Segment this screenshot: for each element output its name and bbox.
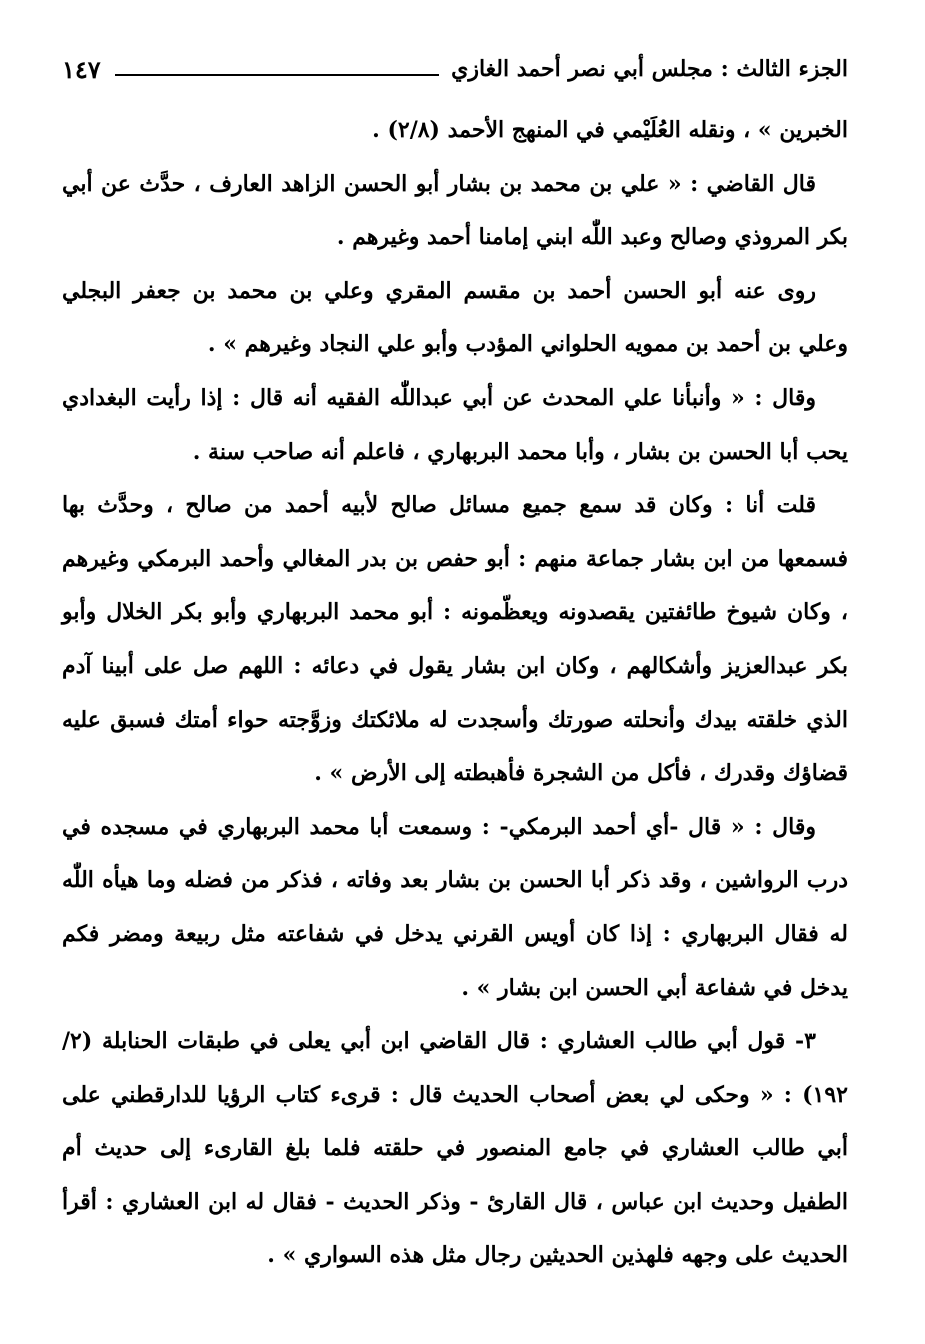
book-page	[62, 48, 848, 1308]
body-text	[62, 104, 848, 1283]
header-title: الجزء الثالث : مجلس أبي نصر أحمد الغازي	[451, 56, 848, 82]
paragraph: قلت أنا : وكان قد سمع جميع مسائل صالح لأبيه أحمد من صالح ، وحدَّث بها فسمعها من ابن بشار جماعة منهم : أبو حفص بن بدر المغالي وأحمد البرمكي وغيرهم ، وكان شيوخ طائفتين يقصدونه ويعظّمونه : أبو محمد البربهاري وأبو بكر الخلال وأبو بكر عبدالعزيز وأشكالهم ، وكان ابن بشار يقول في دعائه : اللهم صل على أبينا آدم الذي خلقته بيدك وأنحلته صورتك وأسجدت له ملائكتك وزوَّجته حواء أمتك فسبق عليه قضاؤك وقدرك ، فأكل من الشجرة فأهبطته إلى الأرض » .	[62, 492, 848, 787]
paragraph: قال القاضي : « علي بن محمد بن بشار أبو الحسن الزاهد العارف ، حدَّث عن أبي بكر المروذي وصالح وعبد اللّٰه ابني إمامنا أحمد وغيرهم .	[62, 170, 848, 251]
paragraph: الخبرين » ، ونقله العُلَيْمي في المنهج الأحمد (٢/٨) .	[372, 117, 848, 143]
running-header	[62, 48, 848, 90]
paragraph: ٣- قول أبي طالب العشاري : قال القاضي ابن أبي يعلى في طبقات الحنابلة (٢/ ١٩٢) : « وحكى لي بعض أصحاب الحديث قال : قرىء كتاب الرؤيا للدارقطني على أبي طالب العشاري في جامع المنصور في حلقته فلما بلغ القارىء إلى حديث أم الطفيل وحديث ابن عباس ، قال القارئ - وذكر الحديث - فقال له ابن العشاري : أقرأ الحديث على وجهه فلهذين الحديثين رجال مثل هذه السواري » .	[62, 1028, 848, 1269]
paragraph: وقال : « قال -أي أحمد البرمكي- : وسمعت أبا محمد البربهاري في مسجده في درب الرواشين ، وقد ذكر أبا الحسن بن بشار بعد وفاته ، فذكر من فضله وما هيأه اللّٰه له فقال البربهاري : إذا كان أويس القرني يدخل في شفاعته مثل ربيعة ومضر فكم يدخل في شفاعة أبي الحسن ابن بشار » .	[62, 813, 848, 1001]
paragraph: وقال : « وأنبأنا علي المحدث عن أبي عبداللّٰه الفقيه أنه قال : إذا رأيت البغدادي يحب أبا الحسن بن بشار ، وأبا محمد البربهاري ، فاعلم أنه صاحب سنة .	[62, 384, 848, 465]
header-rule	[115, 74, 439, 76]
page-number: ١٤٧	[62, 54, 101, 84]
paragraph: روى عنه أبو الحسن أحمد بن مقسم المقري وعلي بن محمد بن جعفر البجلي وعلي بن أحمد بن ممويه الحلواني المؤدب وأبو علي النجاد وغيرهم » .	[62, 277, 848, 358]
